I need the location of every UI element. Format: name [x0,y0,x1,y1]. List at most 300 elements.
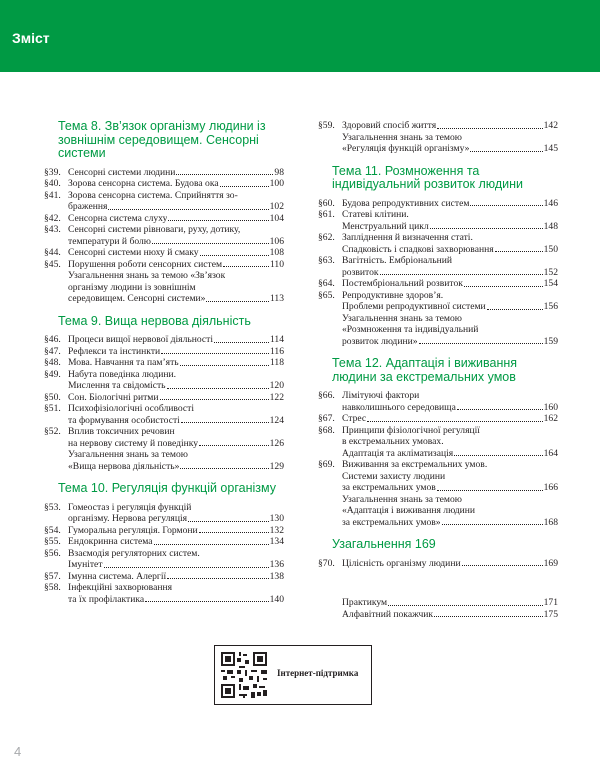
page-ref: 159 [543,335,558,347]
entry-body [342,425,558,460]
entry-line [68,403,284,415]
toc-section [318,357,558,528]
entry-line [342,436,558,448]
entry-text: «Розмноження та індивідуальний [342,324,479,335]
entry-body [68,502,284,525]
entry-line [68,449,284,461]
entry-text: за екстремальних умов» [342,516,441,528]
entry-line [68,357,284,369]
toc-entry[interactable] [44,392,284,404]
leader-dots [199,525,269,534]
toc-entry[interactable] [44,536,284,548]
page-ref: 108 [269,247,284,258]
section-title: Узагальнення 169 [332,537,436,551]
page-ref: 114 [269,334,284,345]
leader-dots [470,198,542,207]
toc-entry[interactable] [318,609,558,621]
entry-text: Набута поведінка людини. [68,368,177,380]
entry-line [342,517,558,529]
toc-entry[interactable] [318,278,558,290]
leader-dots [176,167,273,176]
entry-line [68,502,284,514]
entry-line [68,282,284,294]
page-ref: 169 [543,557,558,569]
entry-text: Взаємодія регуляторних систем. [68,547,200,559]
entry-text: Узагальнення знань за темою [342,131,462,143]
entry-line [342,425,558,437]
entry-body [68,247,284,259]
leader-dots [168,213,268,222]
entry-text: Сенсорні системи людини [68,166,176,178]
toc-entry[interactable] [318,597,558,609]
entry-body [342,120,558,155]
entry-body [342,255,558,278]
entry-line [68,594,284,606]
leader-dots [495,244,543,253]
entry-text: Цілісність організму людини [342,557,461,569]
entry-body [342,209,558,232]
entry-line [342,324,558,336]
page-ref: 110 [269,258,284,270]
page-ref: 145 [543,143,558,154]
entry-line [68,178,284,190]
page-ref: 116 [269,345,284,357]
toc-entry[interactable] [44,502,284,525]
entry-line [342,132,558,144]
toc-entry[interactable] [44,224,284,247]
toc-entry[interactable] [44,426,284,472]
entry-body [68,167,284,179]
entry-number: §43. [44,224,61,235]
entry-text: Менструальний цикл [342,220,429,232]
toc-entry[interactable] [318,425,558,460]
entry-number: §48. [44,357,61,368]
entry-line [68,201,284,213]
entry-number: §55. [44,536,61,547]
section-title: Тема 11. Розмноження та індивідуальний розвиток людини [332,163,524,191]
entry-line [342,494,558,506]
toc-entry[interactable] [318,413,558,425]
entry-text: Процеси вищої нервової діяльності [68,334,214,345]
entry-number: §39. [44,166,61,178]
entry-text: Сенсорні системи нюху й смаку [68,247,199,258]
entry-line [68,582,284,594]
entry-number: §66. [318,390,335,401]
entry-line [68,392,284,404]
entry-text: Вагітність. Ембріональний [342,255,452,266]
entry-line [68,571,284,583]
entry-text: Порушення роботи сенсорних систем [68,258,223,270]
entry-number: §42. [44,212,61,224]
entry-text: Мова. Навчання та пам’ять [68,357,179,368]
entry-number: §64. [318,278,335,289]
entry-text: Гомеостаз і регуляція функцій [68,501,192,513]
page-ref: 136 [269,559,284,570]
page-ref: 124 [269,414,284,426]
entry-number: §67. [318,413,335,424]
leader-dots [462,558,543,567]
leader-dots [367,413,542,422]
entry-line [342,459,558,471]
entry-number-spacer [318,597,342,609]
entry-line [68,190,284,202]
page-ref: 148 [543,220,558,232]
entry-line [342,232,558,244]
page-ref: 120 [269,380,284,391]
entry-text: Лімітуючі фактори [342,390,420,401]
toc-section [318,538,558,569]
entry-text: Узагальнення знань за темою [342,493,462,505]
page-ref: 100 [269,178,284,189]
entry-text: Стрес [342,413,367,424]
leader-dots [442,517,543,526]
page-ref: 150 [543,243,558,255]
leader-dots [464,278,543,287]
toc-section [44,482,284,605]
entry-number: §57. [44,570,61,582]
entry-line [342,402,558,414]
toc-entry[interactable] [44,369,284,392]
entry-text: за екстремальних умов [342,482,436,493]
page-ref: 162 [543,413,558,424]
entry-line [342,390,558,402]
entry-body [68,536,284,548]
leader-dots [214,334,269,343]
entry-body [342,278,558,290]
entry-text: браження [68,201,108,212]
page-ref: 171 [543,597,558,608]
toc-right-column [318,120,558,620]
entry-number: §59. [318,120,335,131]
entry-body [68,259,284,305]
entry-body [68,571,284,583]
toc-entry[interactable] [44,259,284,305]
entry-text: Здоровий спосіб життя [342,120,437,131]
entry-number: §54. [44,524,61,536]
leader-dots [180,357,269,366]
entry-number: §61. [318,209,335,220]
page-ref: 98 [274,166,284,178]
entry-text: Постембріональний розвиток [342,278,463,289]
entry-body [342,198,558,210]
internet-support-box[interactable] [214,645,372,705]
entry-line [342,336,558,348]
entry-line [342,290,558,302]
entry-text: розвиток [342,266,379,278]
leader-dots [388,597,542,606]
toc-entry[interactable] [318,459,558,528]
toc-section [44,120,284,305]
entry-number: §49. [44,368,61,380]
internet-support-label: Інтернет-підтримка [277,668,359,678]
leader-dots [167,380,269,389]
toc-entry[interactable] [318,232,558,255]
entry-line [68,213,284,225]
entry-text: Принципи фізіологічної регуляції [342,424,480,436]
entry-text: Мислення та свідомість [68,380,166,391]
toc-entry[interactable] [318,290,558,348]
entry-text: Гуморальна регуляція. Гормони [68,524,198,536]
section-title: Тема 12. Адаптація і виживання людини за екстремальних умов [332,356,518,384]
entry-text: Узагальнення знань за темою «Зв’язок [68,270,226,281]
entry-text: Імунна система. Алергії [68,570,167,582]
leader-dots [220,178,269,187]
page-ref: 154 [543,278,558,289]
toc-entry[interactable] [44,548,284,571]
entry-text: та формування особистості [68,414,180,426]
page-ref: 106 [269,235,284,247]
entry-number: §44. [44,247,61,258]
entry-line [68,224,284,236]
entry-line [68,247,284,259]
page-ref: 102 [269,201,284,212]
entry-body [68,582,284,605]
page-ref: 175 [543,608,558,620]
page-ref: 140 [269,593,284,605]
entry-text: Репродуктивне здоров’я. [342,289,444,301]
toc-section [318,120,558,155]
page-ref: 113 [269,293,284,304]
entry-text: Сенсорні системи рівноваги, руху, дотику, [68,224,241,235]
entry-text: Зорова сенсорна система. Сприйняття зо- [68,189,238,201]
entry-text: Будова репродуктивних систем [342,197,470,209]
entry-text: навколишнього середовища [342,401,456,413]
entry-text: температури й болю [68,235,151,247]
leader-dots [145,594,268,603]
entry-body [68,548,284,571]
entry-line [342,198,558,210]
entry-line [68,513,284,525]
entry-line [68,536,284,548]
leader-dots [160,392,269,401]
leader-dots [152,236,269,245]
entry-line [68,346,284,358]
entry-body [342,390,558,413]
entry-body [68,426,284,472]
entry-number: §41. [44,189,61,201]
section-title: Тема 10. Регуляція функцій організму [58,481,276,495]
entry-line [68,259,284,271]
entry-line [68,380,284,392]
qr-code-icon[interactable] [219,650,269,700]
entry-text: Сон. Біологічні ритми [68,391,159,403]
entry-text: Узагальнення знань за темою [68,449,188,460]
entry-body [342,413,558,425]
entry-body [342,558,558,570]
entry-text: та їх профілактика [68,593,145,605]
entry-number: §69. [318,459,335,470]
entry-text: середовищем. Сенсорні системи» [68,293,206,304]
entry-line [342,255,558,267]
entry-text: Адаптація та акліматизація [342,447,454,459]
toc-entry[interactable] [44,178,284,190]
toc-entry[interactable] [318,390,558,413]
toc-entry[interactable] [318,120,558,155]
entry-text: Ендокринна система [68,536,153,547]
leader-dots [199,438,269,447]
page-ref: 156 [543,301,558,312]
entry-line [342,120,558,132]
toc-section [318,165,558,348]
toc-entry[interactable] [44,247,284,259]
toc-entry[interactable] [44,571,284,583]
entry-body [342,609,558,621]
page-ref: 168 [543,516,558,528]
entry-number: §62. [318,232,335,243]
page-ref: 142 [543,120,558,131]
entry-body [68,224,284,247]
entry-line [68,369,284,381]
entry-line [342,244,558,256]
leader-dots [434,609,543,618]
entry-number: §53. [44,501,61,513]
page-ref: 132 [269,524,284,536]
entry-line [68,334,284,346]
entry-body [68,369,284,392]
leader-dots [104,559,269,568]
entry-line [342,209,558,221]
leader-dots [108,201,268,210]
leader-dots [206,293,268,302]
entry-number: §51. [44,403,61,414]
toc-entry[interactable] [44,334,284,346]
toc-entry[interactable] [44,525,284,537]
entry-line [68,415,284,427]
entry-line [342,313,558,325]
entry-body [342,290,558,348]
entry-text: Практикум [342,597,388,608]
leader-dots [454,448,542,457]
leader-dots [181,415,269,424]
entry-number: §63. [318,255,335,266]
leader-dots [188,513,269,522]
entry-number: §68. [318,424,335,436]
entry-text: в екстремальних умовах. [342,436,444,447]
entry-text: Зорова сенсорна система. Будова ока [68,178,219,189]
entry-line [68,525,284,537]
leader-dots [380,267,543,276]
entry-number: §45. [44,258,61,270]
entry-line [68,293,284,305]
entry-line [68,461,284,473]
entry-number: §52. [44,426,61,437]
entry-text: Спадковість і спадкові захворювання [342,243,494,255]
entry-number-spacer [318,609,342,621]
page-ref: 129 [269,460,284,472]
page-title: Зміст [12,30,50,46]
entry-number: §65. [318,289,335,301]
page-ref: 146 [543,197,558,209]
page-ref: 130 [269,513,284,524]
toc-left-column [44,120,284,605]
entry-text: Статеві клітини. [342,209,409,220]
entry-text: Інфекційні захворювання [68,582,173,593]
leader-dots [161,346,269,355]
toc-entry[interactable] [44,190,284,213]
leader-dots [487,301,543,310]
entry-text: Вплив токсичних речовин [68,426,175,437]
page-ref: 160 [543,401,558,413]
entry-number: §60. [318,197,335,209]
entry-line [68,426,284,438]
entry-text: Рефлекси та інстинкти [68,345,161,357]
entry-text: Узагальнення знань за темою [342,312,462,324]
entry-body [68,403,284,426]
entry-text: організму. Нервова регуляція [68,513,188,524]
entry-body [68,392,284,404]
section-title: Тема 8. Зв’язок організму людини із зовнішнім середовищем. Сенсорні системи [58,119,266,160]
entry-number: §47. [44,345,61,357]
entry-text: Сенсорна система слуху [68,212,168,224]
toc-entry[interactable] [318,558,558,570]
entry-body [68,190,284,213]
entry-number: §58. [44,582,61,593]
entry-line [68,438,284,450]
entry-body [68,334,284,346]
entry-line [342,278,558,290]
toc-entry[interactable] [44,346,284,358]
leader-dots [223,259,269,268]
entry-body [342,597,558,609]
toc-entry[interactable] [44,213,284,225]
leader-dots [200,247,269,256]
entry-text: Психофізіологічні особливості [68,403,195,414]
entry-text: Імунітет [68,559,103,570]
entry-line [342,482,558,494]
entry-text: «Регуляція функцій організму» [342,143,470,154]
toc-entry[interactable] [44,582,284,605]
entry-text: Проблеми репродуктивної системи [342,301,486,312]
leader-dots [154,536,269,545]
entry-line [342,301,558,313]
leader-dots [419,336,543,345]
leader-dots [167,571,268,580]
toc-entry[interactable] [318,209,558,232]
leader-dots [470,143,542,152]
page-ref: 164 [543,447,558,459]
entry-body [342,459,558,528]
toc-entry[interactable] [318,255,558,278]
entry-text: Виживання за екстремальних умов. [342,459,488,470]
entry-body [68,178,284,190]
entry-text: «Вища нервова діяльність» [68,460,180,472]
page-ref: 152 [543,266,558,278]
entry-text: Системи захисту людини [342,470,446,482]
entry-line [68,559,284,571]
entry-line [342,609,558,621]
toc-entry[interactable] [44,167,284,179]
leader-dots [437,482,543,491]
leader-dots [437,120,543,129]
entry-line [342,471,558,483]
entry-line [342,448,558,460]
toc-section [44,315,284,473]
header-bar [0,0,600,72]
entry-line [68,270,284,282]
entry-line [342,558,558,570]
page-number: 4 [14,744,22,759]
entry-line [342,597,558,609]
page-ref: 134 [269,536,284,547]
entry-text: Алфавітний покажчик [342,608,434,620]
toc-entry[interactable] [44,403,284,426]
entry-text: Запліднення й визначення статі. [342,232,473,243]
toc-entry[interactable] [44,357,284,369]
entry-text: організму людини із зовнішнім [68,281,196,293]
toc-entry[interactable] [318,198,558,210]
page-ref: 104 [269,212,284,224]
page-ref: 138 [269,570,284,582]
